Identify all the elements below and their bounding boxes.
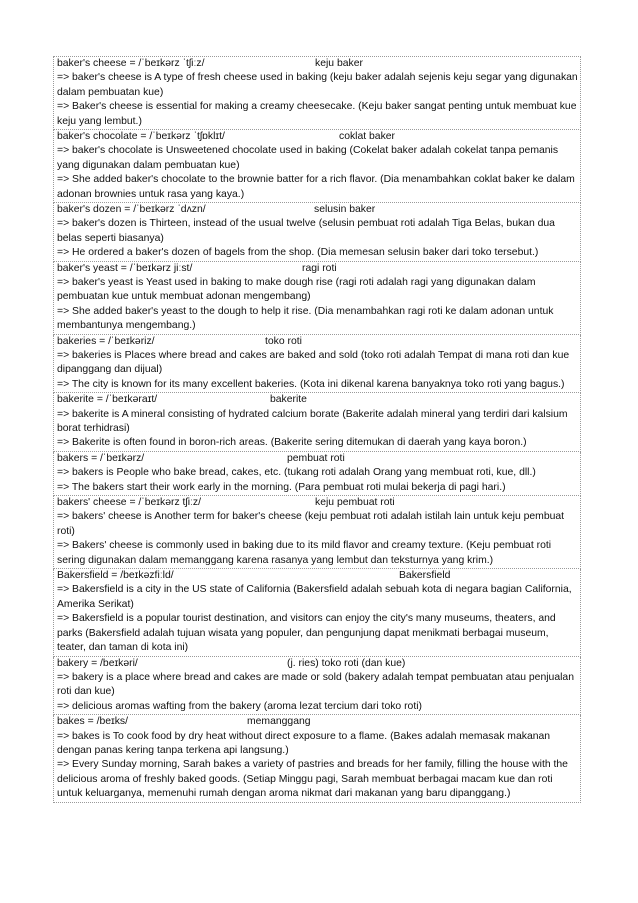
entry-header: [57, 203, 578, 217]
dictionary-entry: [53, 262, 581, 335]
entry-header: [57, 130, 578, 144]
entry-header: [57, 262, 578, 276]
dictionary-entry: [53, 56, 581, 130]
entry-translation: selusin baker: [314, 204, 376, 216]
entry-term: bakes = /beɪks/: [57, 716, 128, 728]
entry-definition: => bakers' cheese is Another term for baker's cheese (keju pembuat roti adalah istilah lain untuk keju pembuat roti): [57, 511, 565, 537]
entry-definition: => bakers is People who bake bread, cakes, etc. (tukang roti adalah Orang yang membuat roti, kue, dll.): [57, 467, 536, 479]
entry-example: => Every Sunday morning, Sarah bakes a variety of pastries and breads for her family, filling the house with the delicious aroma of freshly baked goods. (Setiap Minggu pagi, Sarah membuat berbagai macam kue dan roti untuk keluarganya, memenuhi rumah dengan aroma nikmat dari makanan yang baru dipanggang.): [57, 759, 568, 800]
entry-example: => The city is known for its many excellent bakeries. (Kota ini dikenal karena banyaknya toko roti yang bagus.): [57, 378, 565, 390]
entry-definition: => baker's yeast is Yeast used in baking to make dough rise (ragi roti adalah ragi yang digunakan dalam pembuatan kue untuk membuat adonan mengembang): [57, 277, 536, 303]
entry-example: => Baker's cheese is essential for making a creamy cheesecake. (Keju baker sangat penting untuk membuat kue keju yang lembut.): [57, 101, 577, 127]
entry-definition: => Bakersfield is a city in the US state of California (Bakersfield adalah sebuah kota di negara bagian California, Amerika Serikat): [57, 584, 572, 610]
entry-definition: => baker's cheese is A type of fresh cheese used in baking (keju baker adalah sejenis keju segar yang digunakan dalam pembuatan kue): [57, 72, 578, 98]
entry-term: bakery = /beɪkəri/: [57, 657, 138, 669]
entry-header: [57, 496, 578, 510]
entry-term: bakeries = /ˈbeɪkəriz/: [57, 335, 155, 347]
entry-term: bakerite = /ˈbeɪkəraɪt/: [57, 394, 158, 406]
entry-example: => She added baker's yeast to the dough to help it rise. (Dia menambahkan ragi roti ke dalam adonan untuk membantunya mengembang.): [57, 305, 554, 332]
entry-header: [57, 452, 578, 466]
entry-translation: keju baker: [315, 58, 363, 69]
dictionary-entry: [53, 393, 581, 452]
dictionary-entry: [53, 496, 581, 569]
entry-definition: => bakery is a place where bread and cakes are made or sold (bakery adalah tempat pembuatan atau penjualan roti dan kue): [57, 671, 574, 698]
entry-term: baker's chocolate = /ˈbeɪkərz ˈtʃɒklɪt/: [57, 131, 225, 143]
dictionary-entry: [53, 715, 581, 802]
dictionary-entry: [53, 569, 581, 656]
entry-term: baker's dozen = /ˈbeɪkərz ˈdʌzn/: [57, 204, 206, 216]
entry-definition: => bakerite is A mineral consisting of hydrated calcium borate (Bakerite adalah mineral yang terdiri dari kalsium borat terhidrasi): [57, 408, 568, 435]
entry-translation: coklat baker: [339, 131, 396, 143]
entry-term: Bakersfield = /beɪkəzfiːld/: [57, 570, 174, 582]
entry-example: => He ordered a baker's dozen of bagels from the shop. (Dia memesan selusin baker dari toko tersebut.): [57, 247, 539, 259]
entry-translation: (j. ries) toko roti (dan kue): [287, 657, 406, 669]
entry-term: baker's cheese = /ˈbeɪkərz ˈtʃiːz/: [57, 58, 205, 69]
entry-term: bakers' cheese = /ˈbeɪkərz tʃiːz/: [57, 497, 201, 509]
entry-example: => delicious aromas wafting from the bakery (aroma lezat tercium dari toko roti): [57, 700, 422, 712]
entry-list: [53, 56, 581, 803]
dictionary-page: [53, 56, 581, 803]
entry-translation: bakerite: [270, 394, 307, 406]
entry-translation: memanggang: [247, 716, 311, 728]
entry-example: => Bakerite is often found in boron-rich areas. (Bakerite sering ditemukan di daerah yang kaya boron.): [57, 437, 527, 449]
entry-definition: => bakeries is Places where bread and cakes are baked and sold (toko roti adalah Tempat di mana roti dan kue dipanggang dan dijual): [57, 350, 570, 376]
entry-example: => Bakers' cheese is commonly used in baking due to its mild flavor and creamy texture. (Keju pembuat roti sering digunakan dalam memanggang karena rasanya yang lembut dan teksturnya yang krim.): [57, 540, 552, 566]
entry-example: => She added baker's chocolate to the brownie batter for a rich flavor. (Dia menambahkan coklat baker ke dalam adonan brownies untuk rasa yang kaya.): [57, 174, 575, 200]
entry-header: [57, 335, 578, 349]
dictionary-entry: [53, 203, 581, 262]
entry-header: [57, 569, 578, 583]
entry-definition: => baker's chocolate is Unsweetened chocolate used in baking (Cokelat baker adalah cokelat tanpa pemanis yang digunakan dalam pembuatan kue): [57, 145, 559, 171]
entry-example: => The bakers start their work early in the morning. (Para pembuat roti mulai bekerja di pagi hari.): [57, 481, 506, 493]
dictionary-entry: [53, 130, 581, 203]
entry-header: [57, 393, 578, 407]
entry-header: [57, 657, 578, 671]
dictionary-entry: [53, 657, 581, 716]
entry-term: baker's yeast = /ˈbeɪkərz jiːst/: [57, 262, 193, 274]
entry-example: => Bakersfield is a popular tourist destination, and visitors can enjoy the city's many museums, theaters, and parks (Bakersfield adalah tujuan wisata yang populer, dan pengunjung dapat menikmati berbagai museum, teater, dan taman di kota ini): [57, 613, 556, 654]
entry-term: bakers = /ˈbeɪkərz/: [57, 452, 145, 464]
entry-translation: keju pembuat roti: [315, 497, 395, 509]
entry-translation: pembuat roti: [287, 452, 345, 464]
entry-header: [57, 57, 578, 71]
entry-translation: toko roti: [265, 335, 302, 347]
entry-translation: ragi roti: [302, 262, 337, 274]
dictionary-entry: [53, 452, 581, 496]
entry-definition: => baker's dozen is Thirteen, instead of the usual twelve (selusin pembuat roti adalah Tiga Belas, bukan dua belas seperti biasanya): [57, 218, 555, 244]
entry-translation: Bakersfield: [399, 570, 451, 582]
entry-header: [57, 715, 578, 729]
dictionary-entry: [53, 335, 581, 394]
entry-definition: => bakes is To cook food by dry heat without direct exposure to a flame. (Bakes adalah memasak makanan dengan panas kering tanpa terkena api langsung.): [57, 730, 551, 756]
